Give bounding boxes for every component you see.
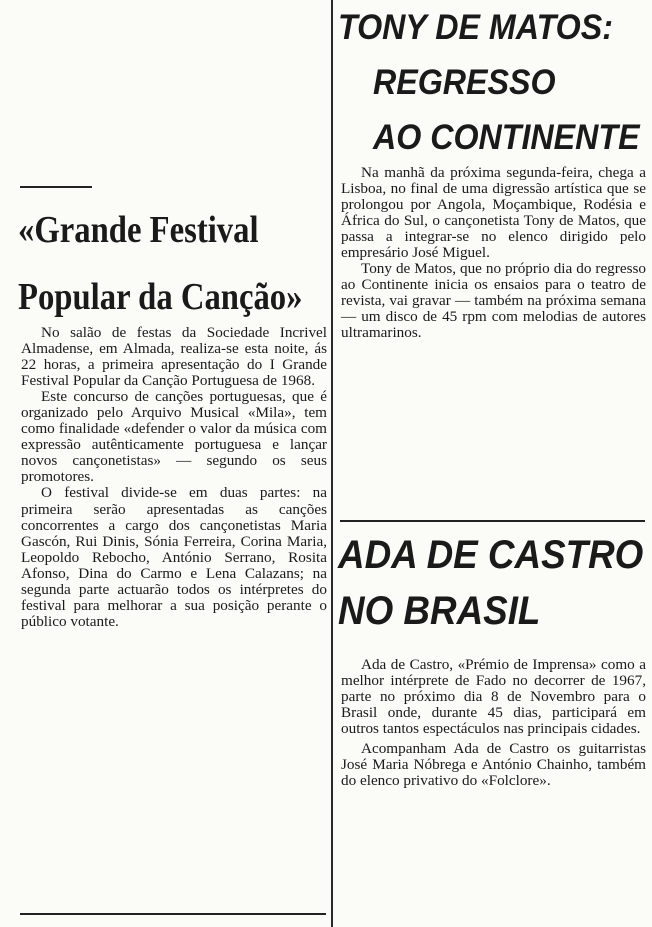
article-body-tony-de-matos (341, 165, 646, 342)
column-divider (331, 0, 333, 927)
headline-tony-de-matos: TONY DE MATOS: (338, 8, 613, 47)
paragraph: Acompanham Ada de Castro os guitarristas José Maria Nóbrega e António Chainho, também do elenco privativo do «Folclore». (341, 740, 646, 790)
section-rule (20, 186, 92, 188)
headline-festival: «Grande Festival (18, 209, 259, 251)
headline-ada-de-castro: NO BRASIL (338, 589, 541, 633)
paragraph: Este concurso de canções portuguesas, que é organizado pelo Arquivo Musical «Mila», tem como finalidade «defender o valor da música com expressão autênticamente portuguesa e lançar novos cançonetistas» — segundo os seus promotores. (21, 388, 327, 486)
paragraph: Tony de Matos, que no próprio dia do regresso ao Continente inicia os ensaios para o teatro de revista, vai gravar — também na próxima semana — um disco de 45 rpm com melodias de autores ultramarinos. (341, 260, 646, 342)
headline-ada-de-castro: ADA DE CASTRO (338, 533, 644, 577)
headline-tony-de-matos: AO CONTINENTE (373, 118, 640, 157)
article-body-festival (21, 325, 327, 630)
article-body-ada-de-castro (341, 657, 646, 789)
headline-festival: Popular da Canção» (18, 276, 303, 318)
paragraph: No salão de festas da Sociedade Incrivel Almadense, em Almada, realiza-se esta noite, ás 22 horas, a primeira apresentação do I Grande Festival Popular da Canção Portuguesa de 1968. (21, 324, 327, 390)
paragraph: O festival divide-se em duas partes: na primeira serão apresentadas as canções concorrentes a cargo dos cançonetistas Maria Gascón, Rui Dinis, Sónia Ferreira, Corina Maria, Leopoldo Rebocho, António Serrano, Rosita Afonso, Dina do Carmo e Lena Calazans; na segunda parte actuarão todos os intérpretes do festival para melhorar a sua posição perante o público votante. (21, 484, 327, 630)
section-rule (340, 520, 645, 522)
headline-tony-de-matos: REGRESSO (373, 63, 556, 102)
paragraph: Ada de Castro, «Prémio de Imprensa» como a melhor intérprete de Fado no decorrer de 1967, parte no próximo dia 8 de Novembro para o Brasil onde, durante 45 dias, participará em outros tantos espectáculos nas principais cidades. (341, 656, 646, 738)
section-rule (20, 913, 326, 915)
paragraph: Na manhã da próxima segunda-feira, chega a Lisboa, no final de uma digressão artística que se prolongou por Angola, Moçambique, Rodésia e África do Sul, o cançonetista Tony de Matos, que passa a integrar-se no elenco dirigido pelo empresário José Miguel. (341, 164, 646, 262)
